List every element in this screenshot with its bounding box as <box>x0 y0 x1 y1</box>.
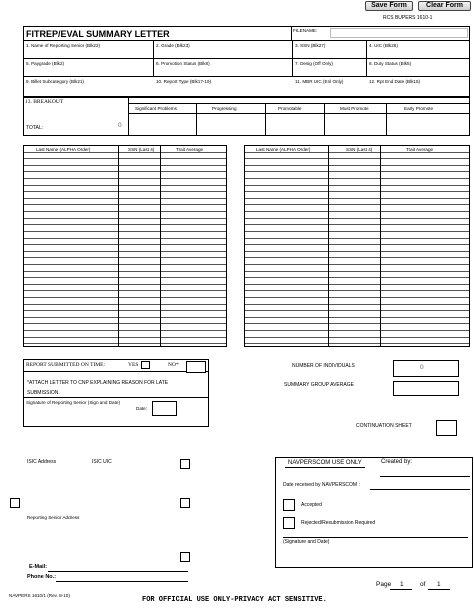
uic-label: 4. UIC (Blk26) <box>369 43 398 48</box>
number-of-individuals-field[interactable] <box>393 360 459 377</box>
reporting-senior-label: 1. Name of Reporting Senior (Blk22) <box>26 43 101 48</box>
late-note-line2: SUBMISSION. <box>27 390 60 396</box>
table-row[interactable] <box>24 298 226 305</box>
promotion-status-label: 6. Promotion Status (Blk8) <box>156 61 210 66</box>
table-row[interactable] <box>24 245 226 252</box>
table-row[interactable] <box>24 186 226 193</box>
table-row[interactable] <box>24 212 226 219</box>
right-header-trait: Trait Average <box>406 147 434 152</box>
rejected-label: Rejected/Resubmission Required <box>301 520 376 526</box>
table-row[interactable] <box>245 172 469 179</box>
table-row[interactable] <box>24 311 226 318</box>
filename-field[interactable] <box>330 28 468 38</box>
table-row[interactable] <box>245 311 469 318</box>
form-title: FITREP/EVAL SUMMARY LETTER <box>26 29 170 39</box>
duty-status-label: 8. Duty Status (Blk5) <box>369 61 412 66</box>
continuation-sheet-label: CONTINUATION SHEET <box>356 423 412 429</box>
accepted-label: Accepted <box>301 502 322 508</box>
isic-address-label: ISIC Address <box>27 459 57 465</box>
number-of-individuals-value: 0 <box>420 364 424 371</box>
no-label: NO* <box>168 362 179 368</box>
yes-checkbox[interactable] <box>141 361 150 369</box>
table-row[interactable] <box>24 272 226 279</box>
grade-label: 2. Grade (Blk23) <box>156 43 190 48</box>
table-row[interactable] <box>24 258 226 265</box>
summary-group-average-field[interactable] <box>393 381 459 396</box>
table-row[interactable] <box>245 159 469 166</box>
table-row[interactable] <box>245 186 469 193</box>
privacy-notice: FOR OFFICIAL USE ONLY-PRIVACY ACT SENSITIVE. <box>142 596 327 604</box>
table-row[interactable] <box>24 232 226 239</box>
breakout-col-must-promote: Must Promote <box>340 106 369 111</box>
report-submitted-label: REPORT SUBMITTED ON TIME: <box>26 362 106 368</box>
rejected-checkbox[interactable] <box>283 517 295 529</box>
page-of-label: of <box>420 581 426 588</box>
table-row[interactable] <box>245 245 469 252</box>
table-row[interactable] <box>245 331 469 338</box>
table-row[interactable] <box>245 291 469 298</box>
table-row[interactable] <box>24 179 226 186</box>
table-row[interactable] <box>245 252 469 259</box>
table-row[interactable] <box>245 338 469 345</box>
created-by-label: Created by: <box>381 459 413 465</box>
table-row[interactable] <box>24 265 226 272</box>
left-member-table[interactable] <box>23 145 227 347</box>
rs-address-label: Reporting Senior Address <box>27 515 80 520</box>
left-header-name: Last Name (ALPHA Order) <box>36 147 91 152</box>
table-row[interactable] <box>24 285 226 292</box>
end-date-label: 12. Rpt End Date (Blk15) <box>369 79 421 84</box>
breakout-col-progressing: Progressing <box>212 106 237 111</box>
table-row[interactable] <box>24 205 226 212</box>
table-row[interactable] <box>24 318 226 325</box>
accepted-checkbox[interactable] <box>283 499 295 511</box>
summary-group-average-label: SUMMARY GROUP AVERAGE <box>284 382 354 388</box>
breakout-col-promotable: Promotable <box>278 106 302 111</box>
rs-marker <box>180 552 190 562</box>
total-label: TOTAL: <box>26 125 44 131</box>
table-row[interactable] <box>245 272 469 279</box>
report-type-label: 10. Report Type (Blk17-19) <box>156 79 212 84</box>
table-row[interactable] <box>245 199 469 206</box>
table-row[interactable] <box>24 166 226 173</box>
page-current[interactable]: 1 <box>400 581 404 588</box>
form-number: NAVPERS 1610/1 (Rev. 8-10) <box>9 593 70 598</box>
email-label: E-Mail: <box>29 564 48 570</box>
right-header-ssn: SSN (Last 4) <box>346 147 373 152</box>
table-row[interactable] <box>245 192 469 199</box>
ssn-label: 3. SSN (Blk27) <box>295 43 326 48</box>
mbr-uic-label: 11. MBR UIC (Enl Only) <box>295 79 344 84</box>
table-row[interactable] <box>245 305 469 312</box>
table-row[interactable] <box>24 305 226 312</box>
left-header-ssn: SSN (Last 4) <box>128 147 155 152</box>
signature-date-field[interactable] <box>152 401 177 416</box>
table-row[interactable] <box>24 153 226 160</box>
total-value: 0 <box>118 122 122 129</box>
table-row[interactable] <box>24 172 226 179</box>
table-row[interactable] <box>24 225 226 232</box>
table-row[interactable] <box>24 278 226 285</box>
table-row[interactable] <box>245 212 469 219</box>
right-header-name: Last Name (ALPHA Order) <box>256 147 311 152</box>
table-row[interactable] <box>245 179 469 186</box>
number-of-individuals-label: NUMBER OF INDIVIDUALS <box>292 363 355 369</box>
table-row[interactable] <box>245 205 469 212</box>
isic-marker-2 <box>180 498 190 508</box>
table-row[interactable] <box>245 265 469 272</box>
table-row[interactable] <box>245 298 469 305</box>
table-row[interactable] <box>245 278 469 285</box>
navperscom-title: NAVPERSCOM USE ONLY <box>288 460 362 466</box>
breakout-col-early-promote: Early Promote <box>404 106 434 111</box>
form-id: RCS BUPERS 1610-1 <box>383 15 433 21</box>
table-row[interactable] <box>24 199 226 206</box>
isic-uic-label: ISIC UIC <box>92 459 112 465</box>
table-row[interactable] <box>245 285 469 292</box>
table-row[interactable] <box>245 166 469 173</box>
table-row[interactable] <box>24 239 226 246</box>
left-header-trait: Trait Average <box>176 147 204 152</box>
right-member-table[interactable] <box>244 145 470 347</box>
table-row[interactable] <box>24 291 226 298</box>
table-row[interactable] <box>24 159 226 166</box>
page-label: Page <box>376 581 392 588</box>
billet-label: 9. Billet Subcategory (Blk21) <box>26 79 84 84</box>
navperscom-signature-label: (Signature and Date) <box>283 539 330 545</box>
table-row[interactable] <box>24 192 226 199</box>
table-row[interactable] <box>24 338 226 345</box>
table-row[interactable] <box>245 324 469 331</box>
no-checkbox[interactable] <box>186 361 206 373</box>
date-received-label: Date received by NAVPERSCOM : <box>283 482 360 488</box>
table-row[interactable] <box>245 153 469 160</box>
continuation-sheet-checkbox[interactable] <box>436 420 457 436</box>
isic-marker-3 <box>10 498 20 508</box>
table-row[interactable] <box>245 232 469 239</box>
table-row[interactable] <box>245 318 469 325</box>
desig-label: 7. Desig (Off Only) <box>295 61 333 66</box>
table-row[interactable] <box>24 252 226 259</box>
table-row[interactable] <box>245 219 469 226</box>
table-row[interactable] <box>24 331 226 338</box>
navperscom-block <box>275 457 473 568</box>
table-row[interactable] <box>245 225 469 232</box>
isic-marker-1 <box>180 459 190 469</box>
table-row[interactable] <box>24 324 226 331</box>
table-row[interactable] <box>245 258 469 265</box>
signature-date-label: Date: <box>136 406 147 411</box>
breakout-col-significant: Significant Problems <box>135 106 177 111</box>
clear-form-button[interactable]: Clear Form <box>418 1 471 11</box>
late-note-line1: *ATTACH LETTER TO CNP EXPLAINING REASON FOR LATE <box>27 380 169 386</box>
filename-label: FILENAME: <box>293 28 318 33</box>
table-row[interactable] <box>245 239 469 246</box>
breakout-label: 13. BREAKOUT <box>25 99 64 105</box>
page-total[interactable]: 1 <box>437 581 441 588</box>
rs-signature-label: Signature of Reporting Senior (Sign and Date) <box>26 400 120 405</box>
save-form-button[interactable]: Save Form <box>365 1 413 11</box>
paygrade-label: 5. Paygrade (Blk2) <box>26 61 65 66</box>
phone-label: Phone No.: <box>27 574 57 580</box>
yes-label: YES <box>128 362 139 368</box>
table-row[interactable] <box>24 219 226 226</box>
